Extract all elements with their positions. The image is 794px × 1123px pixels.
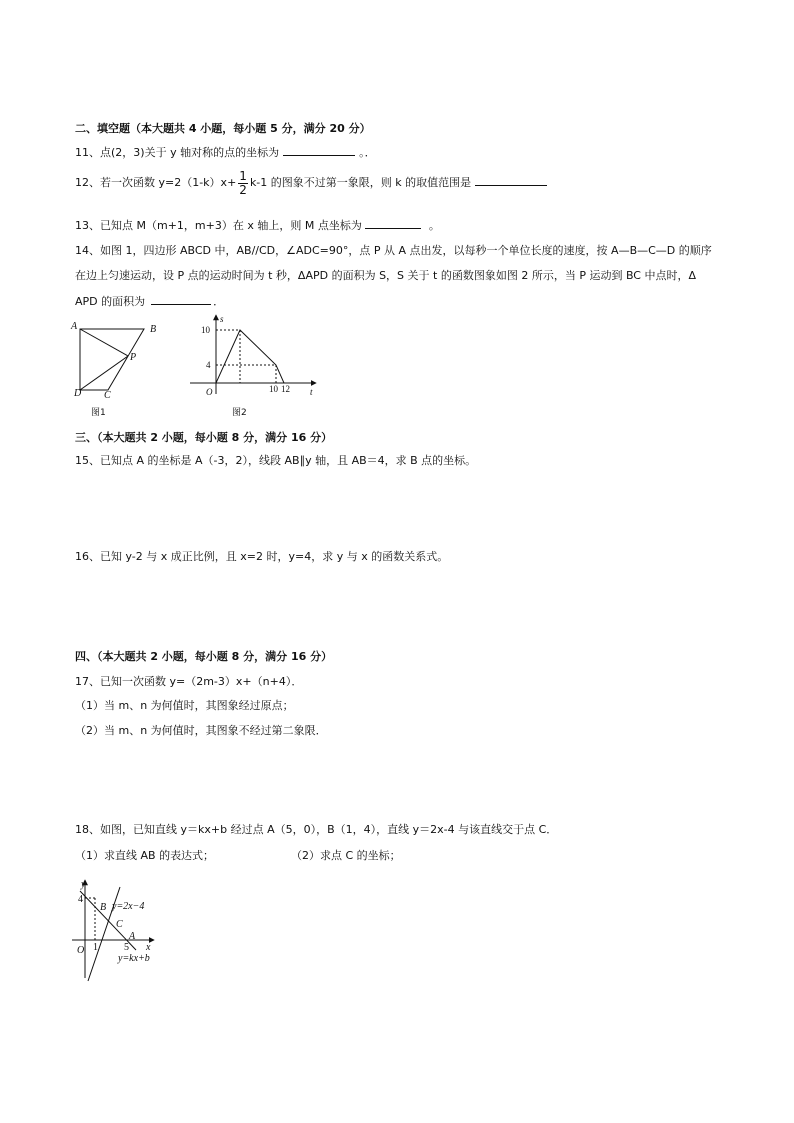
question-16: 16、已知 y-2 与 x 成正比例，且 x=2 时，y=4，求 y 与 x 的函数关系式。 bbox=[75, 550, 449, 563]
question-18-part2: （2）求点 C 的坐标； bbox=[291, 849, 401, 862]
q11-text: 11、点(2，3)关于 y 轴对称的点的坐标为 bbox=[75, 146, 280, 159]
y-tick-10: 10 bbox=[201, 325, 210, 335]
label-b: B bbox=[100, 902, 107, 913]
q14-line3-pre: APD 的面积为 bbox=[75, 295, 146, 308]
label-b: B bbox=[150, 324, 157, 335]
question-17-part1: （1）当 m、n 为何值时，其图象经过原点； bbox=[75, 699, 294, 712]
origin-label: O bbox=[77, 945, 85, 956]
label-c: C bbox=[116, 919, 123, 930]
figure-1-quadrilateral bbox=[66, 318, 176, 408]
question-12 bbox=[75, 168, 547, 198]
label-line-y-kx-b: y=kx+b bbox=[118, 953, 150, 964]
y-tick-4: 4 bbox=[78, 894, 83, 905]
q12-pre: 12、若一次函数 y=2（1-k）x+ bbox=[75, 176, 237, 189]
x-axis-label: x bbox=[146, 942, 151, 953]
figure-2-caption: 图2 bbox=[232, 408, 247, 418]
answer-blank-14[interactable] bbox=[151, 294, 211, 305]
section2-heading: 二、填空题（本大题共 4 小题，每小题 5 分，满分 20 分） bbox=[75, 122, 371, 135]
question-18-part1: （1）求直线 AB 的表达式； bbox=[75, 849, 215, 862]
q13-tail: 。 bbox=[428, 219, 440, 232]
section3-heading: 三、（本大题共 2 小题，每小题 8 分，满分 16 分） bbox=[75, 431, 333, 444]
segment-dp bbox=[80, 356, 128, 390]
fraction-one-half: $\frac{1}{2}$ bbox=[239, 168, 247, 197]
x-tick-1: 1 bbox=[93, 942, 98, 953]
q12-post: k-1 的图象不过第一象限，则 k 的取值范围是 bbox=[249, 176, 472, 189]
answer-blank-13[interactable] bbox=[365, 218, 421, 229]
question-13 bbox=[75, 218, 440, 233]
q14-line1: 14、如图 1，四边形 ABCD 中，AB//CD，∠ADC=90°，点 P 从 A 点出发，以每秒一个单位长度的速度，按 A—B—C—D 的顺序 bbox=[75, 244, 712, 257]
q14-line2: 在边上匀速运动，设 P 点的运动时间为 t 秒，ΔAPD 的面积为 S，S 关于 t 的函数图象如图 2 所示，当 P 运动到 BC 中点时，Δ bbox=[75, 269, 697, 282]
label-p: P bbox=[130, 352, 137, 363]
x-tick-5: 5 bbox=[124, 942, 129, 953]
label-d: D bbox=[74, 388, 82, 399]
question-11 bbox=[75, 145, 376, 160]
label-c: C bbox=[104, 390, 111, 401]
t-axis-label: t bbox=[310, 387, 313, 397]
x-tick-12: 12 bbox=[281, 384, 290, 394]
label-line-y-2x-4: y=2x−4 bbox=[112, 901, 145, 912]
answer-blank-12[interactable] bbox=[475, 175, 547, 186]
section4-heading: 四、（本大题共 2 小题，每小题 8 分，满分 16 分） bbox=[75, 650, 333, 663]
question-17-stem: 17、已知一次函数 y=（2m-3）x+（n+4）． bbox=[75, 675, 303, 688]
figure-2-graph bbox=[186, 312, 326, 402]
answer-blank-11[interactable] bbox=[283, 145, 355, 156]
s-axis-label: s bbox=[220, 314, 224, 324]
label-a: A bbox=[129, 931, 136, 942]
q13-text: 13、已知点 M（m+1，m+3）在 x 轴上，则 M 点坐标为 bbox=[75, 219, 362, 232]
y-axis-label: y bbox=[81, 879, 86, 890]
segment-ap bbox=[80, 329, 128, 356]
question-17-part2: （2）当 m、n 为何值时，其图象不经过第二象限． bbox=[75, 724, 327, 737]
q11-tail: 。． bbox=[359, 146, 376, 159]
question-18-stem: 18、如图，已知直线 y＝kx+b 经过点 A（5，0），B（1，4），直线 y＝2x-4 与该直线交于点 C． bbox=[75, 823, 558, 836]
y-tick-4: 4 bbox=[206, 360, 211, 370]
q14-line3-post: ． bbox=[213, 295, 225, 308]
graph-line-s-vs-t bbox=[216, 330, 284, 383]
origin-label: O bbox=[206, 387, 213, 397]
figure-1-caption: 图1 bbox=[91, 408, 106, 418]
x-tick-10: 10 bbox=[269, 384, 278, 394]
figure-3-lines bbox=[68, 878, 178, 988]
label-a: A bbox=[71, 321, 78, 332]
question-15: 15、已知点 A 的坐标是 A（-3，2），线段 AB∥y 轴，且 AB＝4，求 B 点的坐标。 bbox=[75, 454, 477, 467]
q14-line3 bbox=[75, 294, 224, 309]
